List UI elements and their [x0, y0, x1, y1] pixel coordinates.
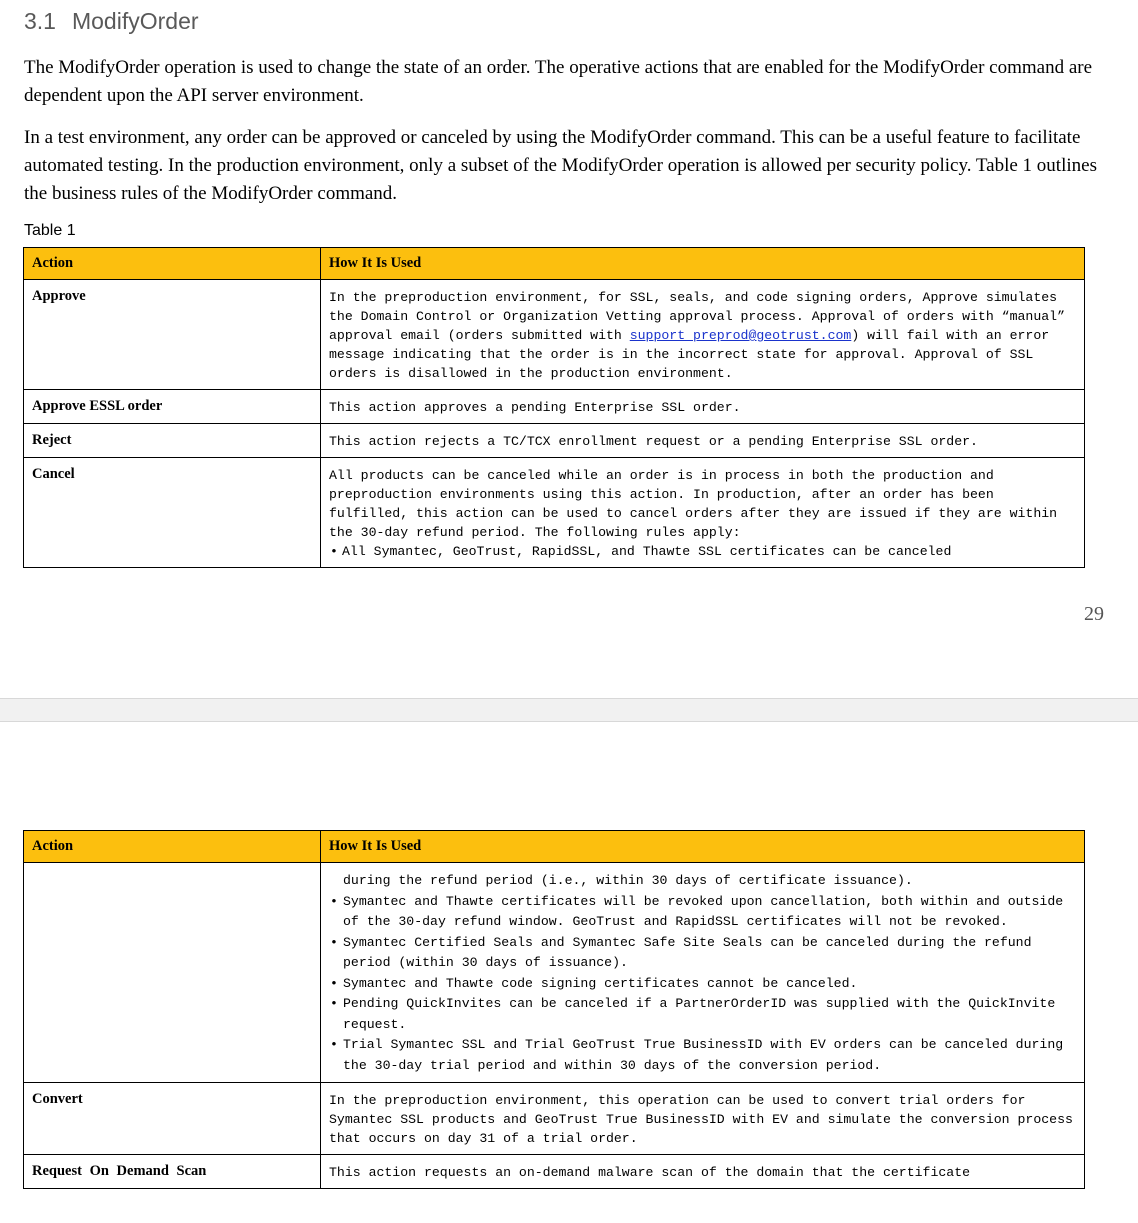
table-header-row — [24, 248, 1085, 280]
page-number: 29 — [1084, 603, 1104, 625]
table-header-row — [24, 831, 1085, 863]
cancel-rules-list — [329, 892, 1076, 1077]
row-description-scan: This action requests an on-demand malware scan of the domain that the certificate — [321, 1155, 1085, 1189]
row-action-reject: Reject — [24, 424, 321, 458]
cancel-description: All products can be canceled while an order is in process in both the production and preproduction environments using this action. In production, after an order has been fulfilled, this action can be used to cancel orders after they are issued if they are within the 30-day refund period. The following rules apply: — [329, 468, 1058, 540]
list-item: • Symantec Certified Seals and Symantec Safe Site Seals can be canceled during the refund period (within 30 days of issuance). — [329, 933, 1076, 974]
table-caption: Table 1 — [24, 222, 76, 239]
action-column-header: Action — [24, 248, 321, 280]
row-description-approve — [321, 280, 1085, 390]
table-row — [24, 424, 1085, 458]
approve-text-after: ) will fail with an error message indicating that the order is in the incorrect state for approval. Approval of SSL orders is disallowed in the production environment. — [329, 328, 1050, 381]
list-item: • Trial Symantec SSL and Trial GeoTrust True BusinessID with EV orders can be canceled during the 30-day trial period and within 30 days of the conversion period. — [329, 1035, 1076, 1076]
table-row — [24, 863, 1085, 1083]
cancel-continuation: during the refund period (i.e., within 30 days of certificate issuance). — [343, 873, 913, 888]
row-description-cancel-continued — [321, 863, 1085, 1083]
list-item: • All Symantec, GeoTrust, RapidSSL, and Thawte SSL certificates can be canceled — [329, 542, 1076, 561]
section-number: 3.1 — [24, 8, 56, 34]
table-row — [24, 1155, 1085, 1189]
table-row — [24, 280, 1085, 390]
document-page-30 — [0, 722, 1138, 1223]
row-description-cancel — [321, 458, 1085, 568]
row-description-approve-essl: This action approves a pending Enterprise SSL order. — [321, 390, 1085, 424]
approve-text-before: In the preproduction environment, for SSL, seals, and code signing orders, Approve simulates the Domain Control or Organization Vetting approval process. Approval of orders with “manual” approval email (orders submitted with — [329, 290, 1065, 343]
row-action-approve: Approve — [24, 280, 321, 390]
section-title: ModifyOrder — [71, 8, 199, 34]
business-rules-table-continued — [23, 830, 1085, 1189]
row-action-approve-essl: Approve ESSL order — [24, 390, 321, 424]
list-item: • Symantec and Thawte code signing certificates cannot be canceled. — [329, 974, 1076, 995]
row-action-cancel: Cancel — [24, 458, 321, 568]
action-column-header: Action — [24, 831, 321, 863]
row-action-scan: Request On Demand Scan — [24, 1155, 321, 1189]
environment-paragraph: In a test environment, any order can be approved or canceled by using the ModifyOrder command. This can be a useful feature to facilitate automated testing. In the production environment, only a subset of the ModifyOrder operation is allowed per security policy. Table 1 outlines the business rules of the ModifyOrder command. — [24, 127, 1097, 204]
page-break — [0, 698, 1138, 722]
table-row — [24, 1083, 1085, 1155]
row-description-convert: In the preproduction environment, this operation can be used to convert trial orders for Symantec SSL products and GeoTrust True BusinessID with EV and simulate the conversion process that occurs on day 31 of a trial order. — [321, 1083, 1085, 1155]
table-row — [24, 390, 1085, 424]
business-rules-table — [23, 247, 1085, 568]
intro-paragraph: The ModifyOrder operation is used to change the state of an order. The operative actions that are enabled for the ModifyOrder command are dependent upon the API server environment. — [24, 57, 1093, 106]
row-description-reject: This action rejects a TC/TCX enrollment request or a pending Enterprise SSL order. — [321, 424, 1085, 458]
section-heading — [24, 8, 199, 35]
support-email-link[interactable]: support_preprod@geotrust.com — [629, 328, 852, 343]
usage-column-header: How It Is Used — [321, 831, 1085, 863]
usage-column-header: How It Is Used — [321, 248, 1085, 280]
table-row — [24, 458, 1085, 568]
list-item: • Pending QuickInvites can be canceled if a PartnerOrderID was supplied with the QuickInvite request. — [329, 994, 1076, 1035]
row-action-cancel-continued — [24, 863, 321, 1083]
row-action-convert: Convert — [24, 1083, 321, 1155]
list-item: • Symantec and Thawte certificates will be revoked upon cancellation, both within and outside of the 30-day refund window. GeoTrust and RapidSSL certificates will not be revoked. — [329, 892, 1076, 933]
